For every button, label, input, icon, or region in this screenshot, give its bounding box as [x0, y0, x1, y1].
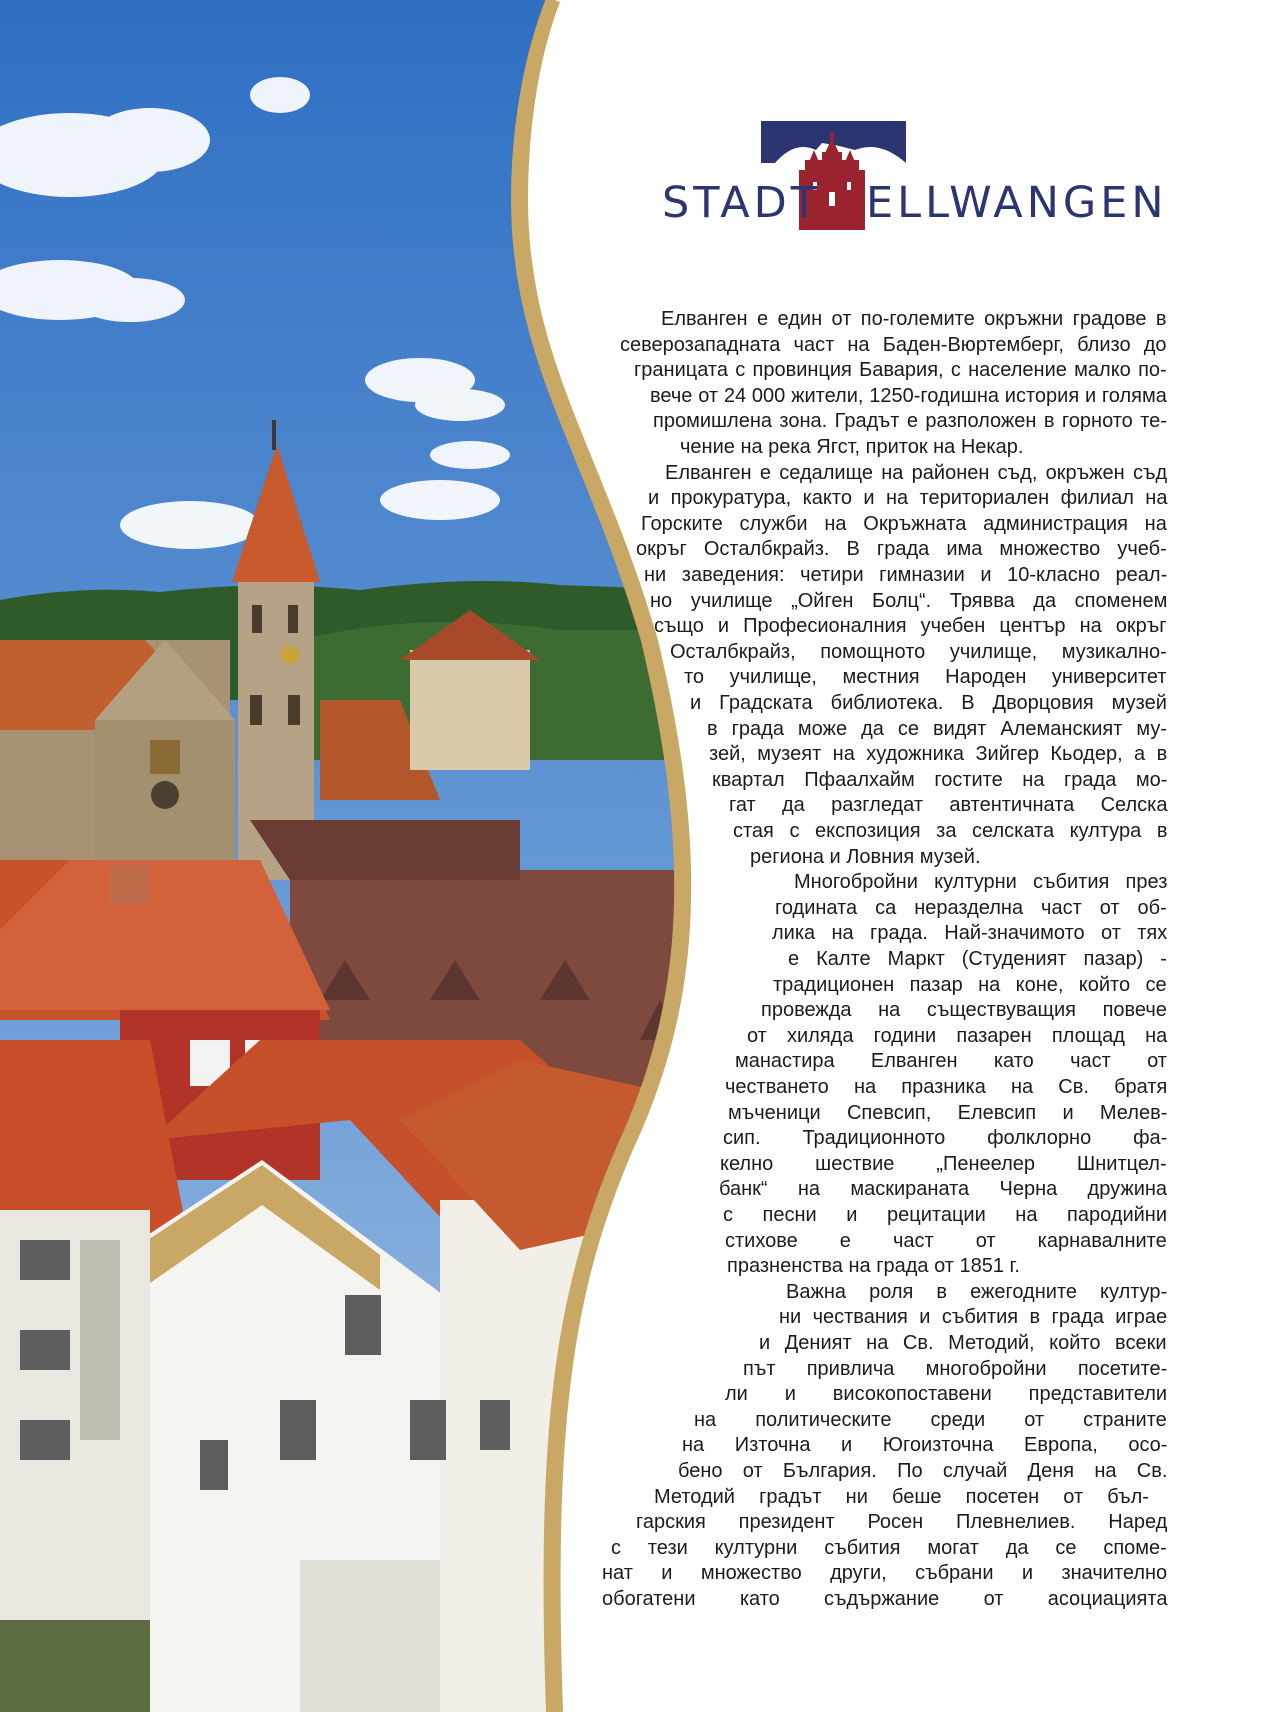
text-line: ни заведения: четири гимназии и 10-класно реал-	[644, 564, 1168, 586]
text-line: нат и множество други, събрани и значително	[602, 1562, 1168, 1585]
text-line: е Калте Маркт (Студеният пазар) -	[788, 948, 1167, 970]
text-line: честването на празника на Св. братя	[725, 1076, 1168, 1098]
text-line: път привлича многобройни посетите-	[743, 1357, 1168, 1380]
text-line: окръг Осталбкрайз. В града има множество учеб-	[636, 538, 1167, 561]
text-line: празненства на града от 1851 г.	[727, 1255, 1020, 1278]
text-line: квартал Пфаалхайм гостите на града мо-	[712, 768, 1168, 791]
text-line: стихове е част от карнавалните	[725, 1229, 1167, 1252]
text-line: с тези културни събития могат да се спомe-	[611, 1536, 1167, 1559]
text-line: манастира Елванген като част от	[735, 1050, 1167, 1073]
text-line: границата с провинция Бавария, с население малко по-	[634, 359, 1167, 382]
text-line: ли и високопоставени представители	[725, 1383, 1168, 1406]
text-line: Многобройни културни събития през	[794, 871, 1168, 894]
text-line: северозападната част на Баден-Вюртемберг, близо до	[620, 333, 1167, 356]
text-line: банк“ на маскираната Черна дружина	[719, 1178, 1168, 1201]
text-line: сип. Традиционното фолклорно фа-	[723, 1127, 1168, 1150]
text-line: с песни и рецитации на пародийни	[723, 1204, 1168, 1226]
text-line: чение на река Ягст, приток на Некар.	[680, 436, 1024, 458]
text-line: Осталбкрайз, помощното училище, музикално-	[670, 640, 1167, 663]
text-line: и Градската библиотека. В Дворцовия музей	[690, 692, 1167, 714]
text-line: и Деният на Св. Методий, който всеки	[759, 1332, 1167, 1354]
text-line: годината са неразделна част от об-	[775, 896, 1167, 919]
text-line: гарския президент Росен Плевнелиев. Наред	[636, 1511, 1168, 1534]
text-line: също и Професионалния учебен център на окръг	[654, 615, 1167, 638]
text-line: обогатени като съдържание от асоциацията	[602, 1588, 1168, 1610]
logo-word-stadt: STADT	[662, 178, 822, 228]
logo-word-ellwangen: ELLWANGEN	[866, 178, 1168, 228]
text-line: зей, музеят на художника Зийгер Кьодер, а в	[709, 743, 1168, 766]
text-line: стая с експозиция за селската култура в	[733, 820, 1168, 842]
text-line: провежда на съществуващия повече	[761, 999, 1167, 1022]
text-line: от хиляда години пазарен площад на	[747, 1024, 1168, 1047]
text-line: традиционен пазар на коне, който се	[773, 973, 1167, 996]
text-line: лика на града. Най-значимото от тях	[772, 922, 1168, 945]
text-line: Методий градът ни беше посетен от бъл-	[654, 1485, 1149, 1508]
text-line: и прокуратура, както и на териториален филиал на	[648, 487, 1168, 510]
text-line: гат да разгледат автентичната Селска	[729, 794, 1168, 817]
text-line: на Източна и Югоизточна Европа, осо-	[682, 1434, 1168, 1457]
text-line: бено от България. По случай Деня на Св.	[678, 1460, 1168, 1482]
text-line: Горските служби на Окръжната администрация на	[641, 512, 1167, 535]
text-line: в града може да се видят Алеманският му-	[707, 717, 1167, 740]
text-line: промишлена зона. Градът е разположен в горното те-	[653, 410, 1167, 433]
text-line: но училище „Ойген Болц“. Трявва да споменем	[650, 589, 1168, 612]
text-line: Важна роля в ежегодните култур-	[786, 1280, 1168, 1303]
text-line: на политическите среди от страните	[694, 1408, 1167, 1431]
text-line: то училище, местния Народен университет	[684, 666, 1167, 689]
text-line: вече от 24 000 жители, 1250-годишна история и голяма	[650, 384, 1167, 407]
text-line: Елванген е седалище на районен съд, окръжен съд	[665, 461, 1168, 484]
text-line: келно шествие „Пенеелер Шнитцел-	[720, 1152, 1167, 1175]
text-line: региона и Ловния музей.	[750, 845, 981, 868]
text-line: ни чествания и събития в града играе	[779, 1306, 1168, 1329]
text-line: Елванген е един от по-големите окръжни градове в	[661, 308, 1167, 330]
text-line: мъченици Спевсип, Елевсип и Мелев-	[728, 1101, 1168, 1124]
